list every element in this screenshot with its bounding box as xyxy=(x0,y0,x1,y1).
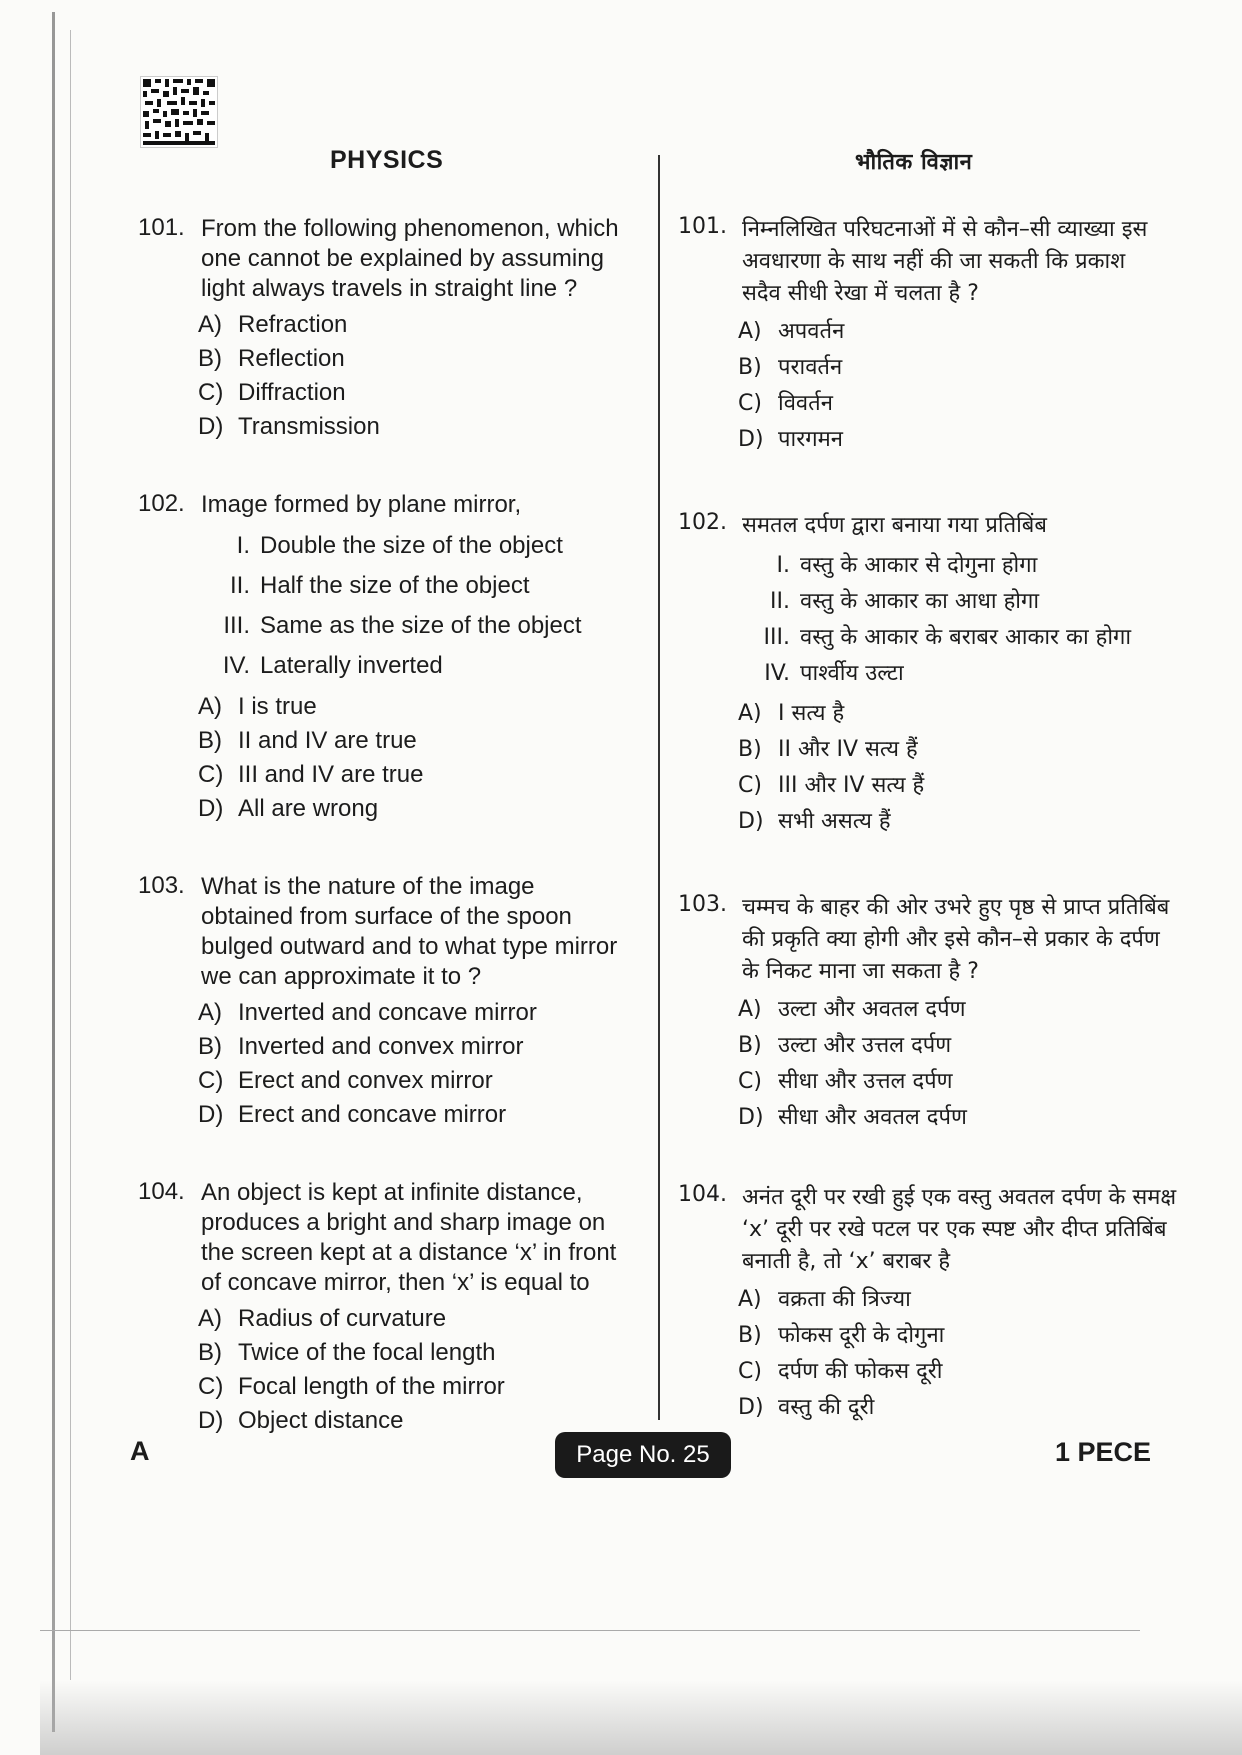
option-d: D) All are wrong xyxy=(198,795,379,822)
option-a: A) वक्रता की त्रिज्या xyxy=(738,1287,911,1312)
question-104-hi xyxy=(678,1182,1198,1426)
question-number: 103. xyxy=(678,892,727,917)
option-d: D) Transmission xyxy=(198,413,380,440)
question-text: निम्नलिखित परिघटनाओं में से कौन–सी व्याख्या इस अवधारणा के साथ नहीं की जा सकती कि प्रकाश सदैव सीधी रेखा में चलता है ? xyxy=(742,217,1148,306)
binding-edge-secondary xyxy=(70,30,71,1680)
option-d: D) Erect and concave mirror xyxy=(198,1101,507,1128)
question-text: Image formed by plane mirror, xyxy=(201,491,522,518)
option-a: A) Inverted and concave mirror xyxy=(198,999,537,1026)
options-list xyxy=(738,696,1198,840)
question-number: 103. xyxy=(138,872,185,899)
options-list xyxy=(198,996,643,1132)
paper-code: 1 PECE xyxy=(1055,1437,1152,1467)
option-c: C) सीधा और उत्तल दर्पण xyxy=(738,1069,953,1094)
option-d: D) सभी असत्य हैं xyxy=(738,809,891,834)
option-c: C) III और IV सत्य हैं xyxy=(738,773,925,798)
option-b: B) Inverted and convex mirror xyxy=(198,1033,524,1060)
question-102-en xyxy=(138,490,643,826)
statement-i: I. Double the size of the object xyxy=(236,532,563,559)
option-b: B) परावर्तन xyxy=(738,355,843,380)
option-d: D) सीधा और अवतल दर्पण xyxy=(738,1105,967,1130)
option-c: C) Diffraction xyxy=(198,379,346,406)
question-text: What is the nature of the image obtained from surface of the spoon bulged outward and to what type mirror we can approximate it to ? xyxy=(201,873,618,990)
question-number: 104. xyxy=(138,1178,185,1205)
option-a: A) I is true xyxy=(198,693,317,720)
options-list xyxy=(198,1302,643,1438)
heading-hindi: भौतिक विज्ञान xyxy=(855,150,973,175)
question-text: An object is kept at infinite distance, produces a bright and sharp image on the screen kept at a distance ‘x’ in front of concave mirror, then ‘x’ is equal to xyxy=(201,1179,617,1296)
option-c: C) Erect and convex mirror xyxy=(198,1067,493,1094)
option-a: A) I सत्य है xyxy=(738,701,845,726)
option-b: B) फोकस दूरी के दोगुना xyxy=(738,1323,945,1348)
options-list xyxy=(198,690,643,826)
heading-english: PHYSICS xyxy=(330,146,444,174)
option-a: A) Radius of curvature xyxy=(198,1305,447,1332)
question-text: अनंत दूरी पर रखी हुई एक वस्तु अवतल दर्पण के समक्ष ‘x’ दूरी पर रखे पटल पर एक स्पष्ट और दीप्त प्रतिबिंब बनाती है, तो ‘x’ बराबर है xyxy=(742,1185,1177,1274)
options-list xyxy=(738,992,1198,1136)
question-text: समतल दर्पण द्वारा बनाया गया प्रतिबिंब xyxy=(742,513,1047,538)
option-b: B) II and IV are true xyxy=(198,727,417,754)
hindi-column xyxy=(678,214,1198,1470)
qr-code xyxy=(140,76,218,148)
question-number: 104. xyxy=(678,1182,727,1207)
option-c: C) III and IV are true xyxy=(198,761,424,788)
option-c: C) Focal length of the mirror xyxy=(198,1373,505,1400)
statements-list xyxy=(210,526,643,686)
options-list xyxy=(198,308,643,444)
option-b: B) II और IV सत्य हैं xyxy=(738,737,918,762)
statement-i: I. वस्तु के आकार से दोगुना होगा xyxy=(776,553,1038,578)
options-list xyxy=(738,314,1198,458)
english-column xyxy=(138,214,643,1482)
statement-iv: IV. पार्श्वीय उल्टा xyxy=(764,661,904,686)
statement-ii: II. वस्तु के आकार का आधा होगा xyxy=(770,589,1040,614)
question-number: 102. xyxy=(678,510,727,535)
question-103-hi xyxy=(678,892,1198,1136)
question-text: From the following phenomenon, which one cannot be explained by assuming light always travels in straight line ? xyxy=(201,215,619,302)
option-c: C) विवर्तन xyxy=(738,391,833,416)
column-divider xyxy=(658,155,660,1420)
option-c: C) दर्पण की फोकस दूरी xyxy=(738,1359,943,1384)
statement-iii: III. Same as the size of the object xyxy=(223,612,582,639)
statement-ii: II. Half the size of the object xyxy=(229,572,530,599)
scan-artifact-line xyxy=(40,1630,1140,1631)
series-label: A xyxy=(130,1436,150,1466)
option-d: D) वस्तु की दूरी xyxy=(738,1395,875,1420)
statement-iv: IV. Laterally inverted xyxy=(222,652,443,679)
question-text: चम्मच के बाहर की ओर उभरे हुए पृष्ठ से प्राप्त प्रतिबिंब की प्रकृति क्या होगी और इसे कौन–से प्रकार के दर्पण के निकट माना जा सकता है ? xyxy=(742,895,1170,984)
page-number-badge: Page No. 25 xyxy=(555,1432,731,1478)
binding-edge xyxy=(52,12,55,1732)
question-number: 101. xyxy=(678,214,727,239)
option-a: A) Refraction xyxy=(198,311,348,338)
question-102-hi xyxy=(678,510,1198,840)
question-number: 102. xyxy=(138,490,185,517)
option-a: A) उल्टा और अवतल दर्पण xyxy=(738,997,966,1022)
question-101-hi xyxy=(678,214,1198,458)
option-b: B) उल्टा और उत्तल दर्पण xyxy=(738,1033,952,1058)
question-104-en xyxy=(138,1178,643,1438)
option-b: B) Reflection xyxy=(198,345,345,372)
question-101-en xyxy=(138,214,643,444)
statements-list xyxy=(750,548,1198,692)
option-b: B) Twice of the focal length xyxy=(198,1339,496,1366)
scan-shadow xyxy=(40,1680,1242,1755)
statement-iii: III. वस्तु के आकार के बराबर आकार का होगा xyxy=(763,625,1132,650)
question-number: 101. xyxy=(138,214,185,241)
option-d: D) Object distance xyxy=(198,1407,404,1434)
question-103-en xyxy=(138,872,643,1132)
options-list xyxy=(738,1282,1198,1426)
option-a: A) अपवर्तन xyxy=(738,319,845,344)
option-d: D) पारगमन xyxy=(738,427,843,452)
